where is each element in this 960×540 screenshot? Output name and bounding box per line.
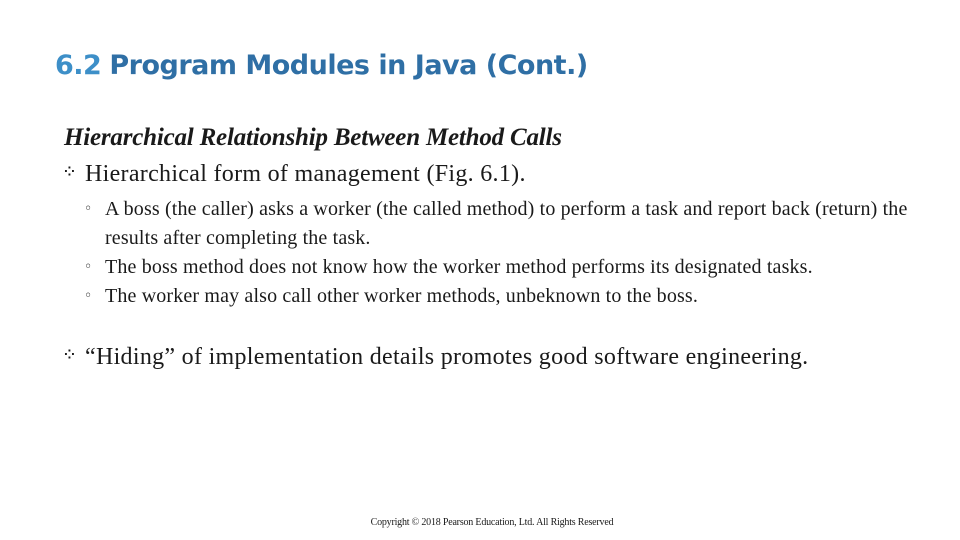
bullet-text-2: “Hiding” of implementation details promotes good software engineering. xyxy=(85,344,809,370)
sub-bullet-list xyxy=(84,195,924,311)
sub-bullet-item-2 xyxy=(84,253,924,282)
sub-bullet-item-1 xyxy=(84,195,924,253)
sub-bullet-text-1: A boss (the caller) asks a worker (the called method) to perform a task and report back (return) the results after completing the task. xyxy=(105,198,908,249)
four-squares-bullet-icon: ⁘ xyxy=(64,348,75,363)
bullet-text-1: Hierarchical form of management (Fig. 6.1). xyxy=(85,161,526,187)
bullet-item-2 xyxy=(64,342,824,373)
section-subheading: Hierarchical Relationship Between Method Calls xyxy=(64,124,562,151)
sub-bullet-item-3 xyxy=(84,282,924,311)
hollow-circle-bullet-icon: ◦ xyxy=(84,259,93,275)
bullet-item-1 xyxy=(64,159,864,190)
sub-bullet-text-2: The boss method does not know how the worker method performs its designated tasks. xyxy=(105,256,813,278)
hollow-circle-bullet-icon: ◦ xyxy=(84,288,93,304)
four-squares-bullet-icon: ⁘ xyxy=(64,165,75,180)
slide-title xyxy=(55,50,588,81)
copyright-footer: Copyright © 2018 Pearson Education, Ltd. All Rights Reserved xyxy=(370,517,614,528)
slide-title-number: 6.2 xyxy=(55,50,102,81)
hollow-circle-bullet-icon: ◦ xyxy=(84,201,93,217)
slide-title-text: Program Modules in Java (Cont.) xyxy=(109,50,588,81)
sub-bullet-text-3: The worker may also call other worker methods, unbeknown to the boss. xyxy=(105,285,698,307)
